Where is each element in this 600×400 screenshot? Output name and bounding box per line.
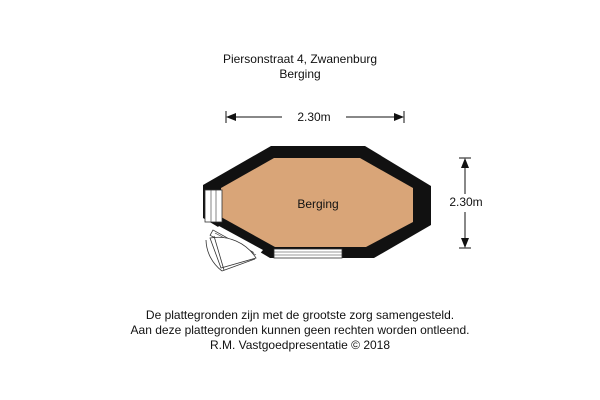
- address-text: Piersonstraat 4, Zwanenburg: [222, 52, 378, 66]
- vertical-dimension-label: 2.30m: [449, 195, 483, 209]
- room-label: Berging: [297, 197, 339, 211]
- horizontal-dimension: [226, 108, 404, 126]
- room-name-text: Berging: [279, 67, 321, 81]
- left-window: [205, 190, 222, 222]
- disclaimer: [0, 308, 600, 353]
- disclaimer-line-2: Aan deze plattegronden kunnen geen rechten worden ontleend.: [130, 323, 470, 337]
- bottom-window: [274, 249, 342, 258]
- disclaimer-line-1: De plattegronden zijn met de grootste zorg samengesteld.: [145, 308, 455, 322]
- vertical-dimension: [440, 158, 492, 248]
- copyright-line: R.M. Vastgoedpresentatie © 2018: [209, 338, 391, 352]
- horizontal-dimension-label: 2.30m: [297, 110, 331, 124]
